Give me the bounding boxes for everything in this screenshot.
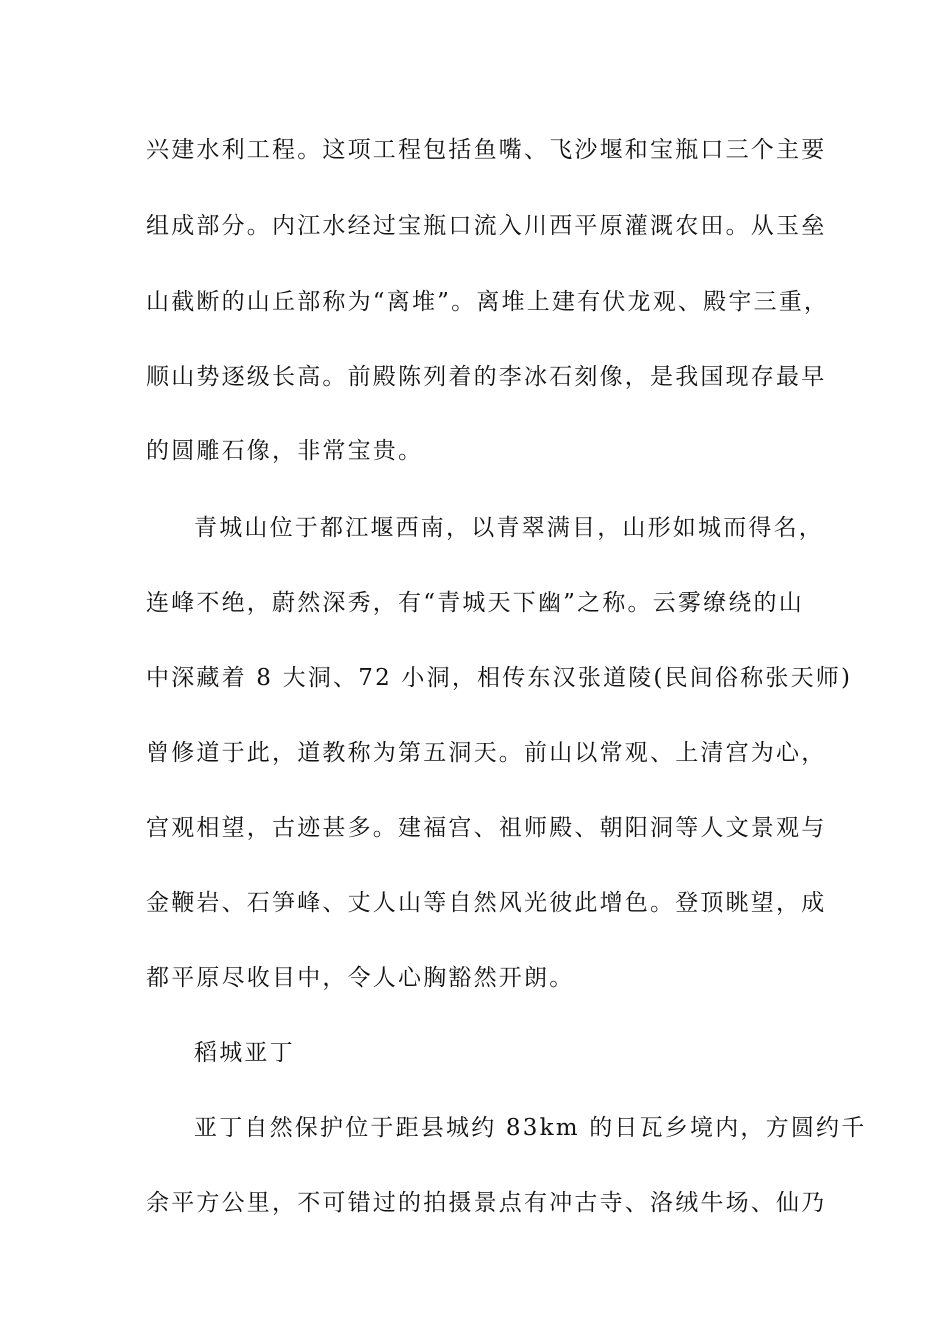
text-line: 山截断的山丘部称为“离堆”。离堆上建有伏龙观、殿宇三重， <box>146 289 830 315</box>
text-line: 组成部分。内江水经过宝瓶口流入川西平原灌溉农田。从玉垒 <box>146 213 827 239</box>
text-line: 曾修道于此，道教称为第五洞天。前山以常观、上清宫为心， <box>146 740 827 766</box>
text-line: 金鞭岩、石笋峰、丈人山等自然风光彼此增色。登顶眺望，成 <box>146 890 827 916</box>
text-line: 中深藏着 8 大洞、72 小洞，相传东汉张道陵(民间俗称张天师) <box>146 665 853 691</box>
text-line: 连峰不绝，蔚然深秀，有“青城天下幽”之称。云雾缭绕的山 <box>146 590 804 616</box>
text-line: 顺山势逐级长高。前殿陈列着的李冰石刻像，是我国现存最早 <box>146 364 827 390</box>
text-line: 亚丁自然保护位于距县城约 83km 的日瓦乡境内，方圆约千 <box>194 1115 867 1141</box>
text-line: 青城山位于都江堰西南，以青翠满目，山形如城而得名， <box>194 515 824 541</box>
text-line: 的圆雕石像，非常宝贵。 <box>146 438 424 464</box>
text-line: 余平方公里，不可错过的拍摄景点有冲古寺、洛绒牛场、仙乃 <box>146 1190 827 1216</box>
text-line: 兴建水利工程。这项工程包括鱼嘴、飞沙堰和宝瓶口三个主要 <box>146 137 827 163</box>
text-line: 都平原尽收目中，令人心胸豁然开朗。 <box>146 965 575 991</box>
section-heading: 稻城亚丁 <box>194 1040 295 1066</box>
text-line: 宫观相望，古迹甚多。建福宫、祖师殿、朝阳洞等人文景观与 <box>146 815 827 841</box>
